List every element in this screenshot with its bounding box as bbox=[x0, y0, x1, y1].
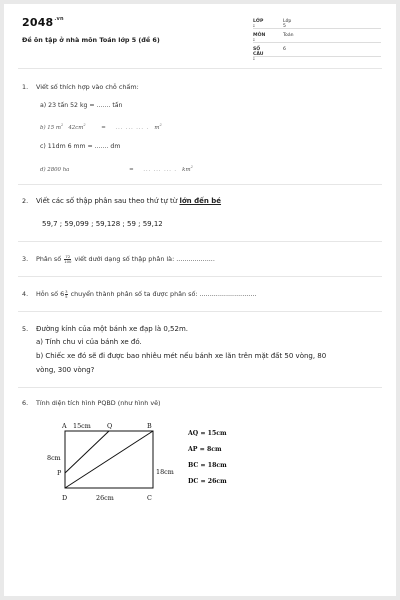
segment-pq bbox=[65, 431, 109, 473]
logo-suffix: .vn bbox=[54, 16, 64, 22]
logo-text: 2048 bbox=[22, 16, 54, 29]
meta-value: Lớp 5 bbox=[283, 19, 292, 29]
given-aq: AQ = 15cm bbox=[188, 430, 227, 437]
question-number: 2. bbox=[22, 197, 29, 205]
meta-value: 6 bbox=[283, 47, 286, 52]
question-number: 5. bbox=[22, 325, 29, 333]
q1b-left: b) 15 m bbox=[40, 124, 61, 131]
q1b-blank[interactable]: ... ... ... . bbox=[115, 124, 150, 131]
q1d-unit: km bbox=[182, 166, 191, 173]
q1b-mid: 42cm bbox=[68, 124, 84, 131]
q1-part-c: c) 11dm 6 mm = ....... dm bbox=[40, 143, 121, 150]
label-p: P bbox=[57, 469, 62, 477]
rectangle-figure bbox=[4, 4, 396, 596]
label-ap-length: 8cm bbox=[47, 454, 61, 462]
fraction-numerator: 3 bbox=[65, 289, 68, 294]
label-d: D bbox=[62, 494, 68, 502]
question-emphasis: lớn đến bé bbox=[179, 197, 222, 205]
label-c: C bbox=[147, 494, 152, 502]
label-aq-length: 15cm bbox=[73, 422, 91, 430]
q2-numbers: 59,7 ; 59,099 ; 59,128 ; 59 ; 59,12 bbox=[42, 220, 163, 228]
label-b: B bbox=[147, 422, 152, 430]
question-text: Phân số bbox=[36, 255, 62, 264]
q5-part-b-cont: vòng, 300 vòng? bbox=[36, 366, 95, 374]
meta-label: LỚP : bbox=[253, 19, 264, 29]
given-dc: DC = 26cm bbox=[188, 478, 227, 485]
question-number: 3. bbox=[22, 255, 29, 263]
q1d-left: d) 2800 ha bbox=[40, 166, 70, 173]
q1b-equals: = bbox=[101, 124, 106, 131]
q1d-equals: = bbox=[129, 166, 134, 173]
fraction-denominator: 100 bbox=[64, 258, 72, 264]
q1-part-b: b) 15 $m^2$ $42cm^2$ = ... ... ... . $m^2$ bbox=[40, 123, 162, 131]
q5-part-a: a) Tính chu vi của bánh xe đó. bbox=[36, 338, 142, 346]
label-q: Q bbox=[107, 422, 113, 430]
question-text: Hỗn số 6 bbox=[36, 290, 65, 299]
meta-label: MÔN : bbox=[253, 33, 266, 43]
q1d-blank[interactable]: ... ... ... . bbox=[143, 166, 178, 173]
question-text-tail: viết dưới dạng số thập phân là: ................... bbox=[74, 255, 215, 264]
question-text-tail: chuyển thành phân số ta được phân số: ............................ bbox=[70, 290, 257, 299]
label-bc-length: 18cm bbox=[156, 468, 174, 476]
given-bc: BC = 18cm bbox=[188, 462, 227, 469]
question-text: Viết các số thập phân sau theo thứ tự từ bbox=[36, 197, 178, 205]
label-a: A bbox=[62, 422, 67, 430]
meta-label: SỐ CÂU : bbox=[253, 47, 264, 62]
question-number: 4. bbox=[22, 290, 29, 298]
worksheet-title: Đề ôn tập ở nhà môn Toán lớp 5 (đề 6) bbox=[22, 36, 160, 44]
q1b-unit: m bbox=[154, 124, 160, 131]
label-dc-length: 26cm bbox=[96, 494, 114, 502]
question-text: Đường kính của một bánh xe đạp là 0,52m. bbox=[36, 325, 188, 333]
q5-part-b: b) Chiếc xe đó sẽ đi được bao nhiêu mét nếu bánh xe lăn trên mặt đất 50 vòng, 80 bbox=[36, 352, 327, 360]
question-number: 1. bbox=[22, 83, 29, 91]
q1-part-a: a) 23 tấn 52 kg = ....... tấn bbox=[40, 102, 123, 109]
question-text: Tính diện tích hình PQBD (như hình vẽ) bbox=[36, 399, 161, 407]
segment-db bbox=[65, 431, 153, 488]
question-text: Viết số thích hợp vào chỗ chấm: bbox=[36, 83, 139, 91]
q1-part-d: d) 2800 ha = ... ... ... . $km^2$ bbox=[40, 165, 193, 173]
fraction-denominator: 5 bbox=[65, 293, 68, 299]
worksheet-page bbox=[4, 4, 396, 596]
question-number: 6. bbox=[22, 399, 29, 407]
fraction-numerator: 72 bbox=[65, 254, 71, 259]
given-ap: AP = 8cm bbox=[188, 446, 222, 453]
meta-value: Toán bbox=[283, 33, 294, 38]
